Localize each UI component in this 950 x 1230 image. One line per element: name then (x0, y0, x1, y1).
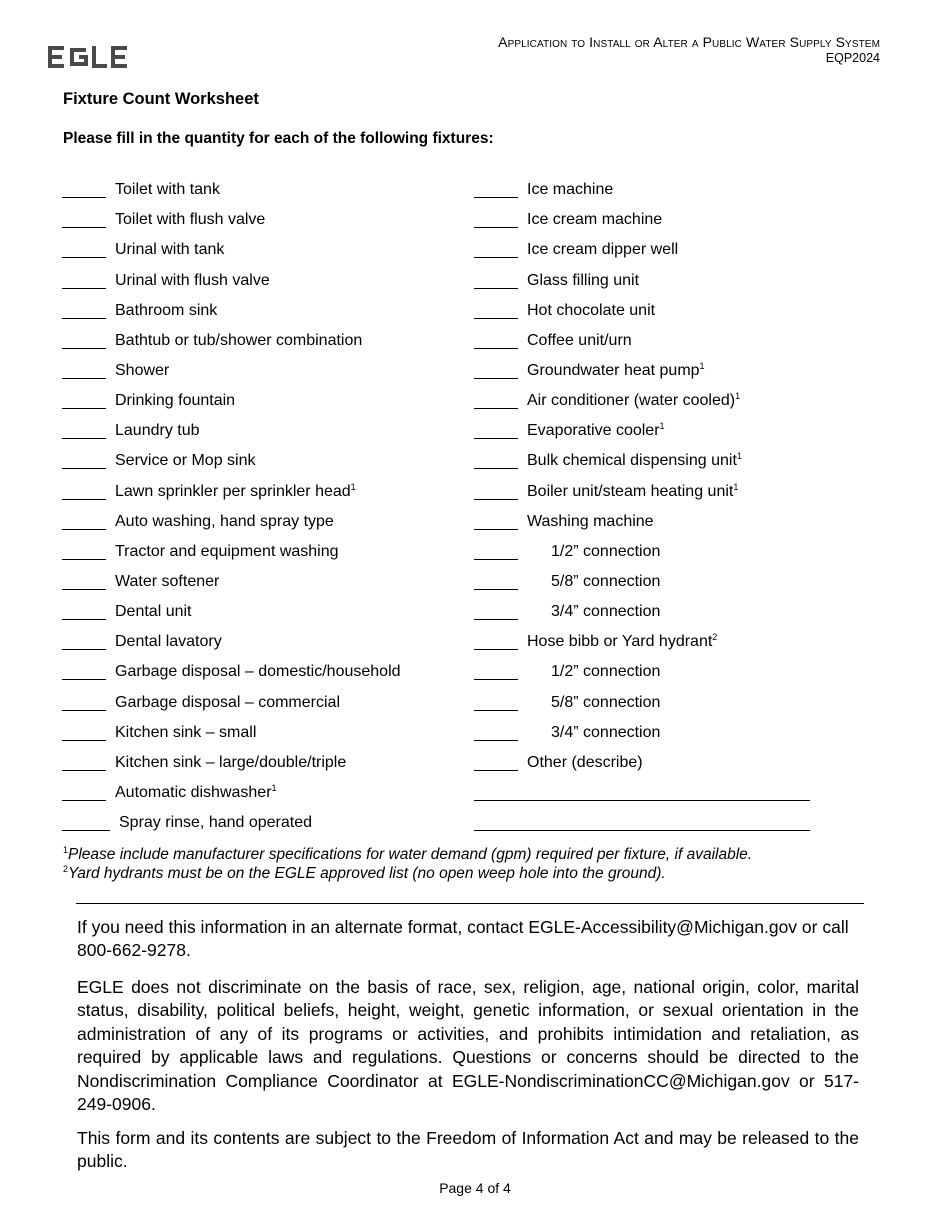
fixture-row (474, 473, 894, 503)
fixture-row (62, 473, 462, 503)
fixture-row (62, 413, 462, 443)
other-description-line (474, 775, 894, 805)
egle-logo (48, 44, 128, 72)
quantity-blank[interactable] (474, 498, 518, 500)
quantity-blank[interactable] (474, 618, 518, 620)
fixture-label: Auto washing, hand spray type (115, 512, 334, 530)
fixture-label: Garbage disposal – domestic/household (115, 663, 401, 681)
fixture-row (62, 534, 462, 564)
quantity-blank[interactable] (62, 528, 106, 530)
fixture-label: Ice cream machine (527, 211, 663, 229)
fixture-row (474, 413, 894, 443)
fixture-label: Urinal with flush valve (115, 271, 270, 289)
quantity-blank[interactable] (474, 226, 518, 228)
fixture-label: Groundwater heat pump$^1$ (527, 360, 705, 379)
quantity-blank[interactable] (474, 467, 518, 469)
fixture-row (474, 383, 894, 413)
quantity-blank[interactable] (62, 618, 106, 620)
quantity-blank[interactable] (62, 709, 106, 711)
fixture-label: Urinal with tank (115, 241, 225, 259)
fixture-label: Toilet with tank (115, 181, 220, 199)
footnote-1: $^1$Please include manufacturer specifications for water demand (gpm) required per fixture, if available. (63, 845, 753, 863)
fixture-row (62, 745, 462, 775)
footnote-2: $^2$Yard hydrants must be on the EGLE approved list (no open weep hole into the ground). (63, 864, 666, 882)
foia-notice: This form and its contents are subject to the Freedom of Information Act and may be released to the public. (77, 1128, 859, 1172)
quantity-blank[interactable] (474, 317, 518, 319)
worksheet-title: Fixture Count Worksheet (63, 90, 259, 108)
footnote-ref: 1 (659, 421, 665, 432)
other-description-line (474, 805, 894, 835)
section-divider (76, 903, 864, 904)
fixture-label: Washing machine (527, 512, 654, 530)
quantity-blank[interactable] (62, 347, 106, 349)
quantity-blank[interactable] (62, 226, 106, 228)
fixture-label: Boiler unit/steam heating unit$^1$ (527, 481, 739, 500)
quantity-blank[interactable] (62, 467, 106, 469)
fixture-label: Air conditioner (water cooled)$^1$ (527, 391, 741, 410)
fixture-label: Hose bibb or Yard hydrant$^2$ (527, 632, 718, 651)
nondiscrimination-notice: EGLE does not discriminate on the basis of race, sex, religion, age, national origin, color, marital status, disability, political beliefs, height, weight, genetic information, or sexual orientation in the administration of any of its programs or activities, and prohibits intimidation and retaliation, as required by applicable laws and regulations. Questions or concerns should be directed to the Nondiscrimination Compliance Coordinator at EGLE-NondiscriminationCC@Michigan.gov or 517-249-0906. (77, 977, 859, 1115)
quantity-blank[interactable] (62, 407, 106, 409)
description-blank[interactable] (474, 799, 810, 801)
quantity-blank[interactable] (62, 317, 106, 319)
fixture-label: 5/8” connection (551, 693, 661, 711)
fixture-row (62, 172, 462, 202)
fixture-row (474, 654, 894, 684)
fixture-label: 5/8” connection (551, 572, 661, 590)
worksheet-instruction: Please fill in the quantity for each of the following fixtures: (63, 130, 494, 147)
description-blank[interactable] (474, 829, 810, 831)
quantity-blank[interactable] (62, 287, 106, 289)
quantity-blank[interactable] (62, 437, 106, 439)
fixture-label: 3/4” connection (551, 723, 661, 741)
fixture-row (62, 775, 462, 805)
form-number: EQP2024 (825, 51, 880, 65)
fixture-row (62, 504, 462, 534)
quantity-blank[interactable] (62, 498, 106, 500)
left-fixture-list (62, 172, 462, 835)
fixture-label: Lawn sprinkler per sprinkler head$^1$ (115, 481, 356, 500)
quantity-blank[interactable] (62, 769, 106, 771)
quantity-blank[interactable] (62, 829, 110, 831)
form-header (498, 34, 880, 66)
footnote-ref: 1 (699, 360, 705, 371)
fixture-label: Toilet with flush valve (115, 211, 266, 229)
quantity-blank[interactable] (474, 528, 518, 530)
fixture-row (474, 353, 894, 383)
footnote-ref: 1 (736, 451, 742, 462)
fixture-label: Ice machine (527, 181, 614, 199)
fixture-label: Glass filling unit (527, 271, 640, 289)
fixture-label: Laundry tub (115, 422, 200, 440)
fixture-row (474, 594, 894, 624)
fixture-label: Bathroom sink (115, 301, 218, 319)
quantity-blank[interactable] (474, 377, 518, 379)
fixture-label: 3/4” connection (551, 603, 661, 621)
fixture-label: Kitchen sink – large/double/triple (115, 753, 347, 771)
quantity-blank[interactable] (474, 588, 518, 590)
quantity-blank[interactable] (474, 287, 518, 289)
quantity-blank[interactable] (474, 648, 518, 650)
quantity-blank[interactable] (474, 347, 518, 349)
quantity-blank[interactable] (474, 678, 518, 680)
fixture-row (474, 232, 894, 262)
quantity-blank[interactable] (62, 377, 106, 379)
quantity-blank[interactable] (474, 709, 518, 711)
fixture-row (62, 383, 462, 413)
fixture-row (62, 293, 462, 323)
fixture-row (62, 353, 462, 383)
fixture-row (62, 594, 462, 624)
quantity-blank[interactable] (474, 437, 518, 439)
fixture-label: 1/2” connection (551, 663, 661, 681)
quantity-blank[interactable] (474, 739, 518, 741)
fixture-row (474, 262, 894, 292)
fixture-label: Evaporative cooler$^1$ (527, 421, 665, 440)
quantity-blank[interactable] (474, 407, 518, 409)
fixture-label: Bathtub or tub/shower combination (115, 331, 363, 349)
footnotes (63, 845, 752, 883)
fixture-label: Shower (115, 361, 170, 379)
right-fixture-list (474, 172, 894, 835)
footnote-ref: 1 (733, 481, 739, 492)
fixture-label: Drinking fountain (115, 392, 236, 410)
footnote-ref: 2 (712, 632, 718, 643)
fixture-row (62, 262, 462, 292)
fixture-label: Spray rinse, hand operated (119, 814, 313, 832)
fixture-label: Dental lavatory (115, 633, 222, 651)
fixture-label: Kitchen sink – small (115, 723, 257, 741)
quantity-blank[interactable] (62, 799, 106, 801)
accessibility-notice: If you need this information in an alternate format, contact EGLE-Accessibility@Michigan.gov or call 800-662-9278. (77, 917, 849, 961)
fixture-row (474, 504, 894, 534)
footnote-ref: 1 (735, 391, 741, 402)
quantity-blank[interactable] (62, 558, 106, 560)
fixture-row (474, 715, 894, 745)
fixture-row (474, 684, 894, 714)
quantity-blank[interactable] (474, 256, 518, 258)
fixture-row (62, 202, 462, 232)
fixture-row (474, 564, 894, 594)
fixture-row (62, 684, 462, 714)
page-number: Page 4 of 4 (439, 1180, 511, 1196)
quantity-blank[interactable] (62, 588, 106, 590)
fixture-label: Garbage disposal – commercial (115, 693, 340, 711)
fixture-label: Coffee unit/urn (527, 331, 632, 349)
fixture-row (62, 654, 462, 684)
fixture-label: Water softener (115, 572, 220, 590)
fixture-label: Dental unit (115, 603, 192, 621)
fixture-label: Ice cream dipper well (527, 241, 679, 259)
quantity-blank[interactable] (62, 678, 106, 680)
fixture-row (62, 323, 462, 353)
fixture-row (474, 323, 894, 353)
quantity-blank[interactable] (474, 769, 518, 771)
fixture-row (474, 443, 894, 473)
fixture-row (62, 232, 462, 262)
fixture-label: Bulk chemical dispensing unit$^1$ (527, 451, 742, 470)
fixture-row (474, 293, 894, 323)
quantity-blank[interactable] (474, 196, 518, 198)
quantity-blank[interactable] (474, 558, 518, 560)
fixture-row (62, 443, 462, 473)
footnote-ref: 1 (350, 481, 356, 492)
fixture-row (474, 534, 894, 564)
fixture-label: Hot chocolate unit (527, 301, 656, 319)
quantity-blank[interactable] (62, 739, 106, 741)
fixture-label: 1/2” connection (551, 542, 661, 560)
fixture-row (62, 564, 462, 594)
fixture-row (62, 805, 462, 835)
fixture-row (474, 202, 894, 232)
fixture-label: Automatic dishwasher$^1$ (115, 782, 277, 801)
fixture-row (474, 172, 894, 202)
fixture-row (474, 745, 894, 775)
fixture-row (62, 624, 462, 654)
quantity-blank[interactable] (62, 648, 106, 650)
fixture-row (62, 715, 462, 745)
form-title: Application to Install or Alter a Public Water Supply System (498, 34, 880, 50)
fixture-row (474, 624, 894, 654)
quantity-blank[interactable] (62, 256, 106, 258)
footnote-ref: 1 (271, 782, 277, 793)
fixture-label: Service or Mop sink (115, 452, 256, 470)
fixture-label: Other (describe) (527, 753, 643, 771)
quantity-blank[interactable] (62, 196, 106, 198)
fixture-label: Tractor and equipment washing (115, 542, 339, 560)
